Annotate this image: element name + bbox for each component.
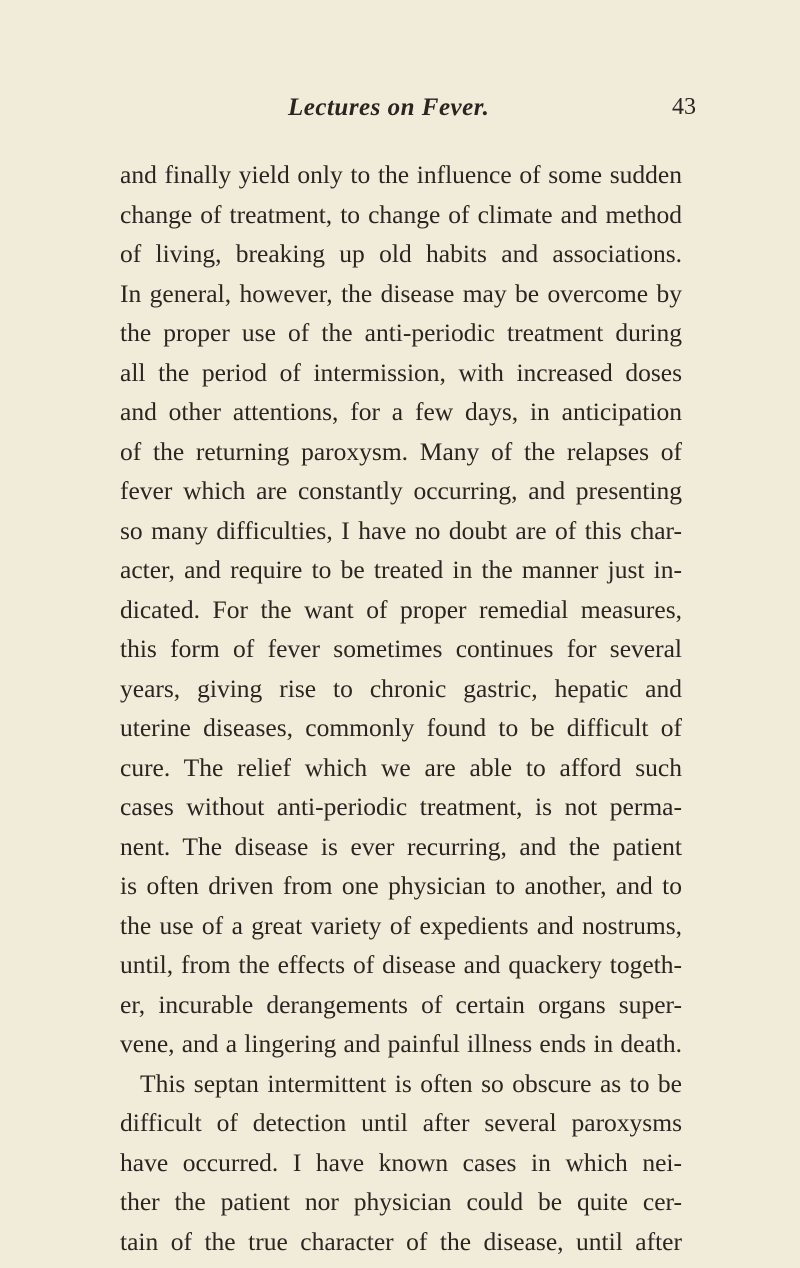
text-line: this form of fever sometimes continues for several bbox=[120, 634, 682, 663]
text-line: and other attentions, for a few days, in anticipation bbox=[120, 397, 682, 426]
text-line: years, giving rise to chronic gastric, hepatic and bbox=[120, 673, 682, 703]
text-line: er, incurable derangements of certain organs super- bbox=[120, 989, 682, 1019]
text-line: ther the patient nor physician could be quite cer- bbox=[120, 1187, 682, 1216]
text-line: nent. The disease is ever recurring, and the patient bbox=[120, 831, 682, 861]
text-line: In general, however, the disease may be overcome by bbox=[120, 278, 682, 308]
text-line: tain of the true character of the disease, until after bbox=[120, 1226, 682, 1256]
body-text bbox=[120, 155, 682, 1261]
text-line: change of treatment, to change of climate and method bbox=[120, 199, 682, 229]
text-line: difficult of detection until after several paroxysms bbox=[120, 1108, 682, 1137]
text-line: have occurred. I have known cases in which nei- bbox=[120, 1147, 682, 1177]
page-header bbox=[0, 94, 800, 124]
text-line: until, from the effects of disease and quackery togeth- bbox=[120, 950, 682, 979]
text-line: all the period of intermission, with increased doses bbox=[120, 357, 682, 387]
text-line: is often driven from one physician to another, and to bbox=[120, 871, 682, 900]
text-line: uterine diseases, commonly found to be difficult of bbox=[120, 713, 682, 742]
text-line: cases without anti-periodic treatment, is not perma- bbox=[120, 792, 682, 821]
text-line: the proper use of the anti-periodic treatment during bbox=[120, 318, 682, 347]
text-line: fever which are constantly occurring, and presenting bbox=[120, 476, 682, 505]
text-line: so many difficulties, I have no doubt are of this char- bbox=[120, 515, 682, 545]
paragraph-start-line: This septan intermittent is often so obscure as to be bbox=[140, 1068, 682, 1098]
text-line: vene, and a lingering and painful illness ends in death. bbox=[120, 1029, 682, 1058]
text-line: the use of a great variety of expedients and nostrums, bbox=[120, 910, 682, 940]
text-line: acter, and require to be treated in the manner just in- bbox=[120, 555, 682, 584]
text-line: cure. The relief which we are able to afford such bbox=[120, 752, 682, 782]
text-line: dicated. For the want of proper remedial measures, bbox=[120, 594, 682, 624]
text-line: of living, breaking up old habits and associations. bbox=[120, 239, 682, 268]
page-number: 43 bbox=[672, 94, 696, 120]
text-line: and finally yield only to the influence of some sudden bbox=[120, 160, 682, 189]
text-line: of the returning paroxysm. Many of the relapses of bbox=[120, 436, 682, 466]
running-title: Lectures on Fever. bbox=[288, 94, 490, 121]
